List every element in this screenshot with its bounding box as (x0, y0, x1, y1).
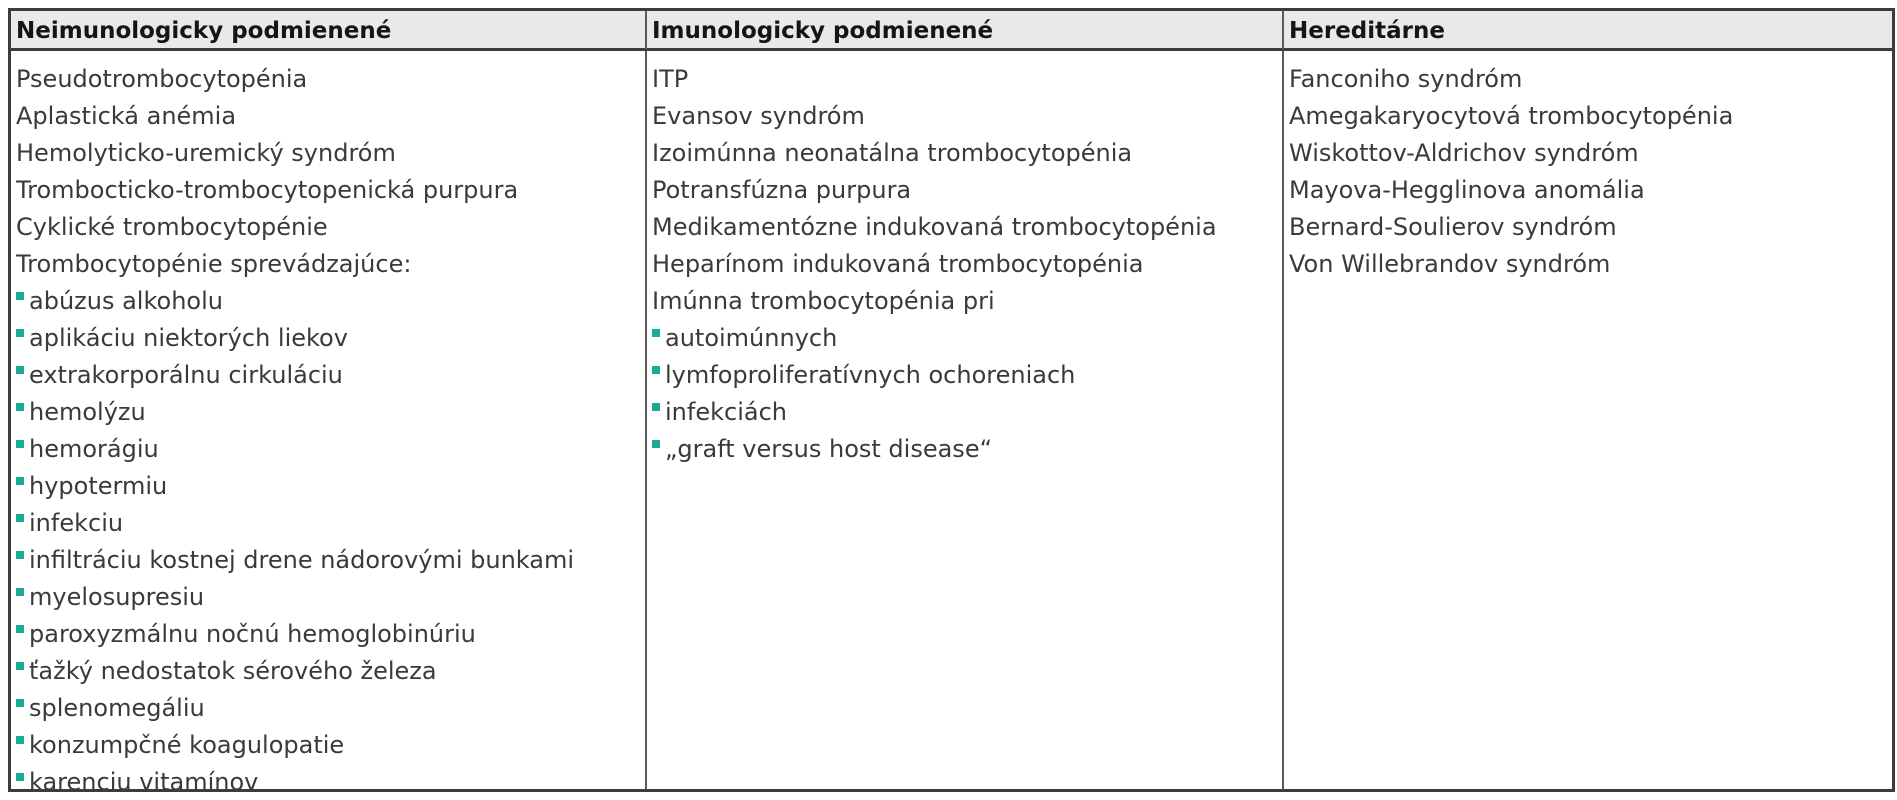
list-item: Medikamentózne indukovaná trombocytopénia (652, 213, 1217, 241)
bullet-item (652, 357, 1282, 394)
column-header-immunologic: Imunologicky podmienené (647, 11, 1284, 51)
bullet-item (16, 579, 645, 616)
bullet-icon (16, 292, 24, 300)
list-item: Potransfúzna purpura (652, 176, 912, 204)
bullet-label: hypotermiu (29, 472, 168, 500)
bullet-item (16, 320, 645, 357)
column-immunologic (647, 51, 1284, 789)
bullet-item (16, 431, 645, 468)
list-item: Mayova-Hegglinova anomália (1289, 176, 1645, 204)
bullet-icon (16, 625, 24, 633)
bullet-label: myelosupresiu (29, 583, 205, 611)
bullet-icon (16, 366, 24, 374)
bullet-icon (16, 329, 24, 337)
bullet-item (16, 764, 645, 789)
column-non-immunologic (11, 51, 647, 789)
bullet-label: ťažký nedostatok sérového železa (29, 657, 437, 685)
thrombocytopenia-table (8, 8, 1895, 792)
column-header-hereditary: Hereditárne (1284, 11, 1892, 51)
bullet-label: infekciu (29, 509, 124, 537)
bullet-item (16, 542, 645, 579)
list-item: Trombocytopénie sprevádzajúce: (16, 250, 412, 278)
bullet-item (652, 394, 1282, 431)
bullet-item (16, 690, 645, 727)
bullet-icon (16, 551, 24, 559)
bullet-item (652, 320, 1282, 357)
bullet-label: paroxyzmálnu nočnú hemoglobinúriu (29, 620, 476, 648)
bullet-item (16, 468, 645, 505)
bullet-icon (16, 736, 24, 744)
bullet-icon (652, 440, 660, 448)
bullet-label: aplikáciu niektorých liekov (29, 324, 348, 352)
list-item: Izoimúnna neonatálna trombocytopénia (652, 139, 1133, 167)
bullet-icon (652, 329, 660, 337)
list-item: Cyklické trombocytopénie (16, 213, 328, 241)
list-item: Heparínom indukovaná trombocytopénia (652, 250, 1144, 278)
bullet-item (16, 653, 645, 690)
bullet-label: extrakorporálnu cirkuláciu (29, 361, 343, 389)
bullet-item (16, 616, 645, 653)
list-item: ITP (652, 65, 689, 93)
list-item: Hemolyticko-uremický syndróm (16, 139, 396, 167)
list-item: Bernard-Soulierov syndróm (1289, 213, 1617, 241)
bullet-icon (16, 514, 24, 522)
bullet-icon (16, 403, 24, 411)
bullet-icon (16, 588, 24, 596)
bullet-label: „graft versus host disease“ (665, 435, 993, 463)
bullet-item (16, 727, 645, 764)
bullet-label: abúzus alkoholu (29, 287, 223, 315)
bullet-item (652, 431, 1282, 468)
bullet-label: konzumpčné koagulopatie (29, 731, 345, 759)
bullet-icon (16, 773, 24, 781)
bullet-icon (16, 477, 24, 485)
bullet-icon (652, 366, 660, 374)
bullet-label: infekciách (665, 398, 787, 426)
bullet-item (16, 283, 645, 320)
column-hereditary (1284, 51, 1892, 789)
bullet-item (16, 357, 645, 394)
bullet-label: splenomegáliu (29, 694, 205, 722)
list-item: Wiskottov-Aldrichov syndróm (1289, 139, 1639, 167)
list-item: Amegakaryocytová trombocytopénia (1289, 102, 1734, 130)
list-item: Von Willebrandov syndróm (1289, 250, 1611, 278)
bullet-label: autoimúnnych (665, 324, 838, 352)
bullet-label: hemorágiu (29, 435, 159, 463)
column-header-non-immunologic: Neimunologicky podmienené (11, 11, 647, 51)
bullet-icon (16, 440, 24, 448)
bullet-label: infiltráciu kostnej drene nádorovými bunkami (29, 546, 575, 574)
bullet-label: hemolýzu (29, 398, 146, 426)
bullet-icon (652, 403, 660, 411)
bullet-label: lymfoproliferatívnych ochoreniach (665, 361, 1076, 389)
bullet-item (16, 394, 645, 431)
list-item: Fanconiho syndróm (1289, 65, 1523, 93)
list-item: Trombocticko-trombocytopenická purpura (16, 176, 519, 204)
bullet-item (16, 505, 645, 542)
bullet-icon (16, 662, 24, 670)
list-item: Evansov syndróm (652, 102, 865, 130)
list-item: Imúnna trombocytopénia pri (652, 287, 995, 315)
bullet-icon (16, 699, 24, 707)
list-item: Aplastická anémia (16, 102, 237, 130)
bullet-label: karenciu vitamínov (29, 768, 259, 789)
list-item: Pseudotrombocytopénia (16, 65, 308, 93)
